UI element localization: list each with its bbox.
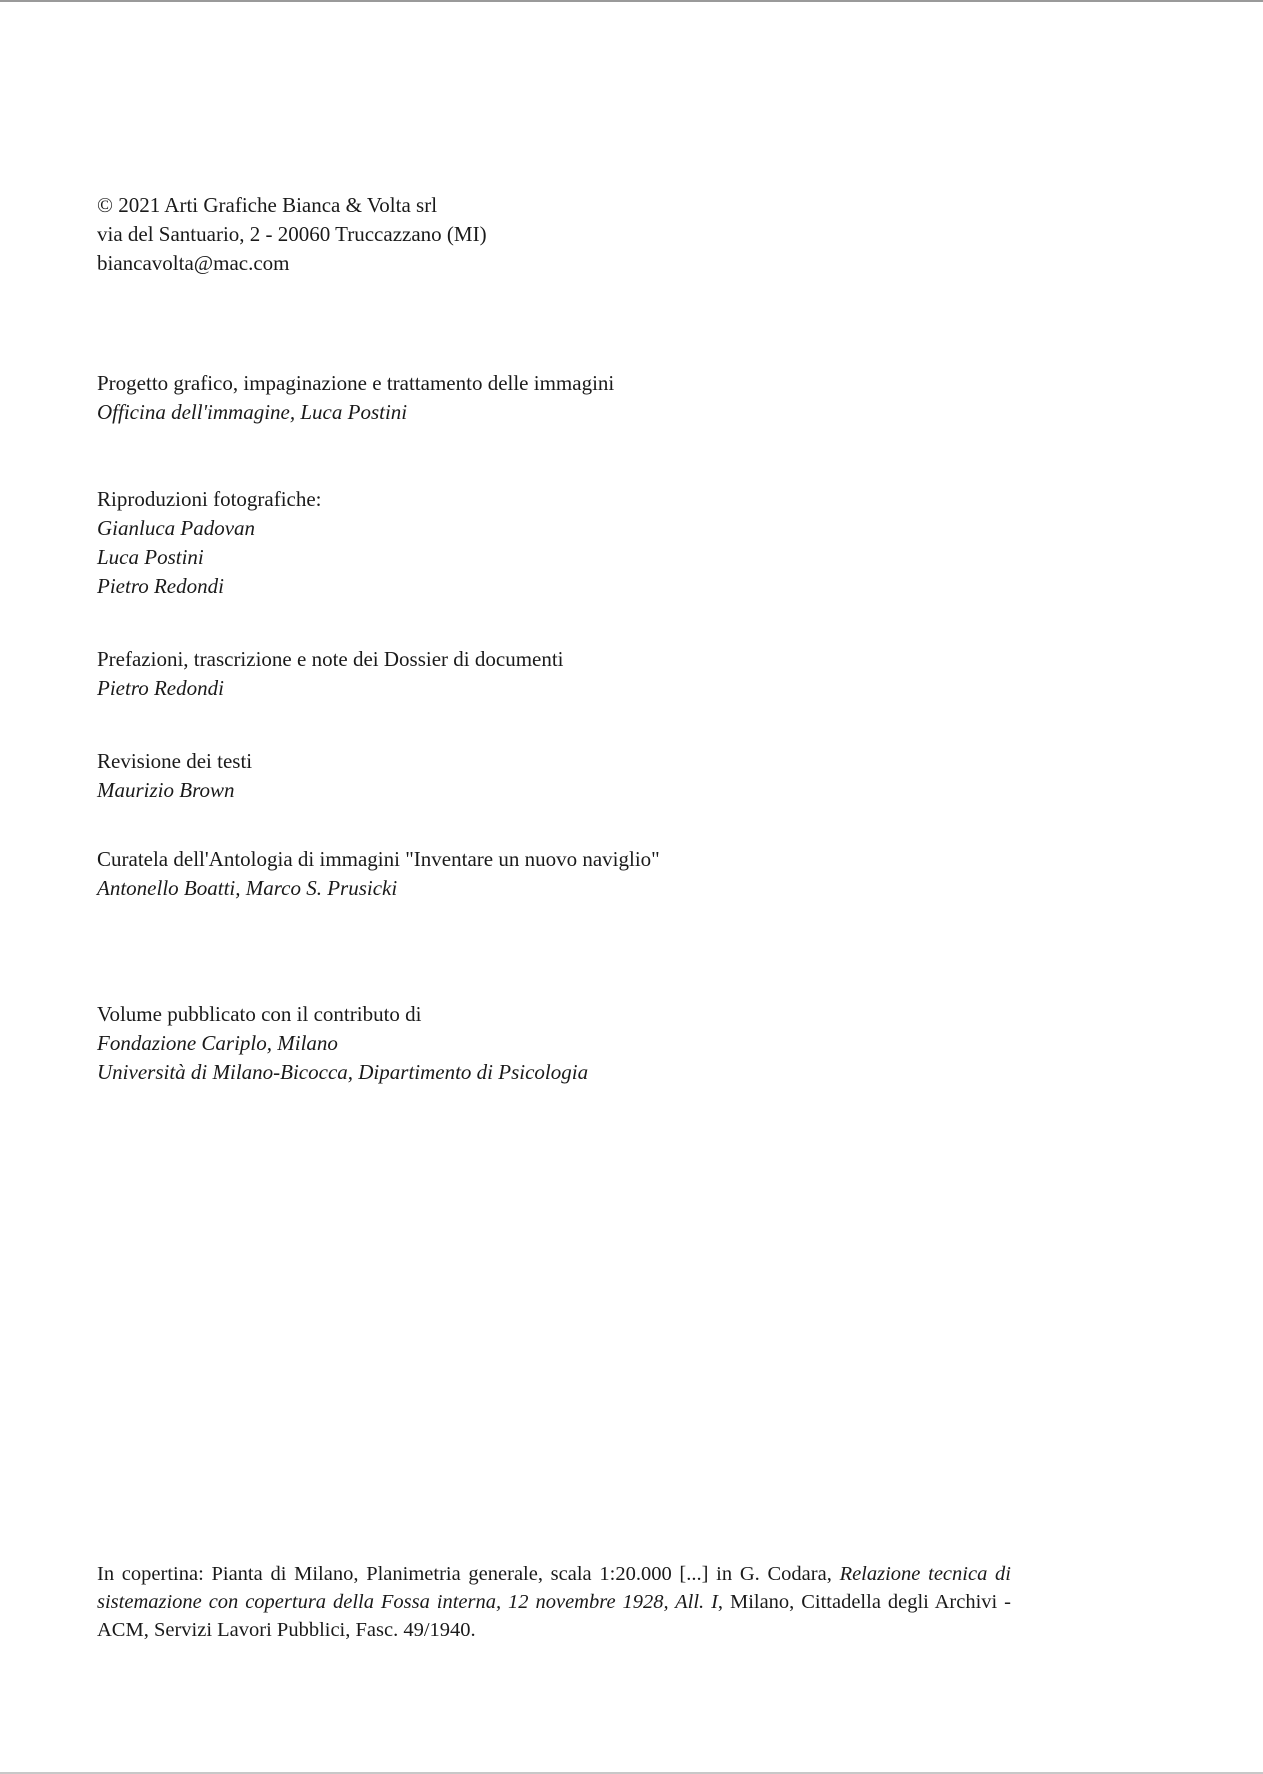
funding-sponsor: Fondazione Cariplo, Milano [97,1031,338,1055]
revision-credit: Maurizio Brown [97,778,235,802]
cover-caption-text: In copertina: Pianta di Milano, Planimetria generale, scala 1:20.000 [...] in G. Codara, [97,1563,840,1585]
photo-credit-name: Luca Postini [97,545,204,569]
photo-label: Riproduzioni fotografiche: [97,487,322,511]
photo-credit-name: Gianluca Padovan [97,516,256,540]
copyright-line: © 2021 Arti Grafiche Bianca & Volta srl [97,193,438,217]
photo-credit-block [97,485,322,601]
funding-block [97,1000,588,1087]
scan-top-edge [0,0,1263,2]
curator-label: Curatela dell'Antologia di immagini "Inventare un nuovo naviglio" [97,847,660,871]
photo-credit-name: Pietro Redondi [97,574,224,598]
cover-caption-archive: , Milano, Cittadella degli Archivi - ACM, Servizi Lavori Pubblici, Fasc. 49/1940. [97,1591,1011,1641]
copyright-block [97,191,487,278]
cover-caption [97,1560,1011,1644]
curator-credit: Antonello Boatti, Marco S. Prusicki [97,876,398,900]
revision-label: Revisione dei testi [97,749,253,773]
cover-caption-source-title: Relazione tecnica di sistemazione con copertura della Fossa interna, 12 novembre 1928, All. I [97,1563,1011,1613]
publisher-address: via del Santuario, 2 - 20060 Truccazzano (MI) [97,222,487,246]
revision-credit-block [97,747,252,805]
design-credit: Officina dell'immagine, Luca Postini [97,400,408,424]
funding-label: Volume pubblicato con il contributo di [97,1002,422,1026]
preface-credit: Pietro Redondi [97,676,224,700]
preface-label: Prefazioni, trascrizione e note dei Dossier di documenti [97,647,564,671]
funding-sponsor: Università di Milano-Bicocca, Dipartimento di Psicologia [97,1060,589,1084]
curator-credit-block [97,845,660,903]
design-credit-block [97,369,614,427]
publisher-email: biancavolta@mac.com [97,251,290,275]
preface-credit-block [97,645,564,703]
design-label: Progetto grafico, impaginazione e trattamento delle immagini [97,371,615,395]
